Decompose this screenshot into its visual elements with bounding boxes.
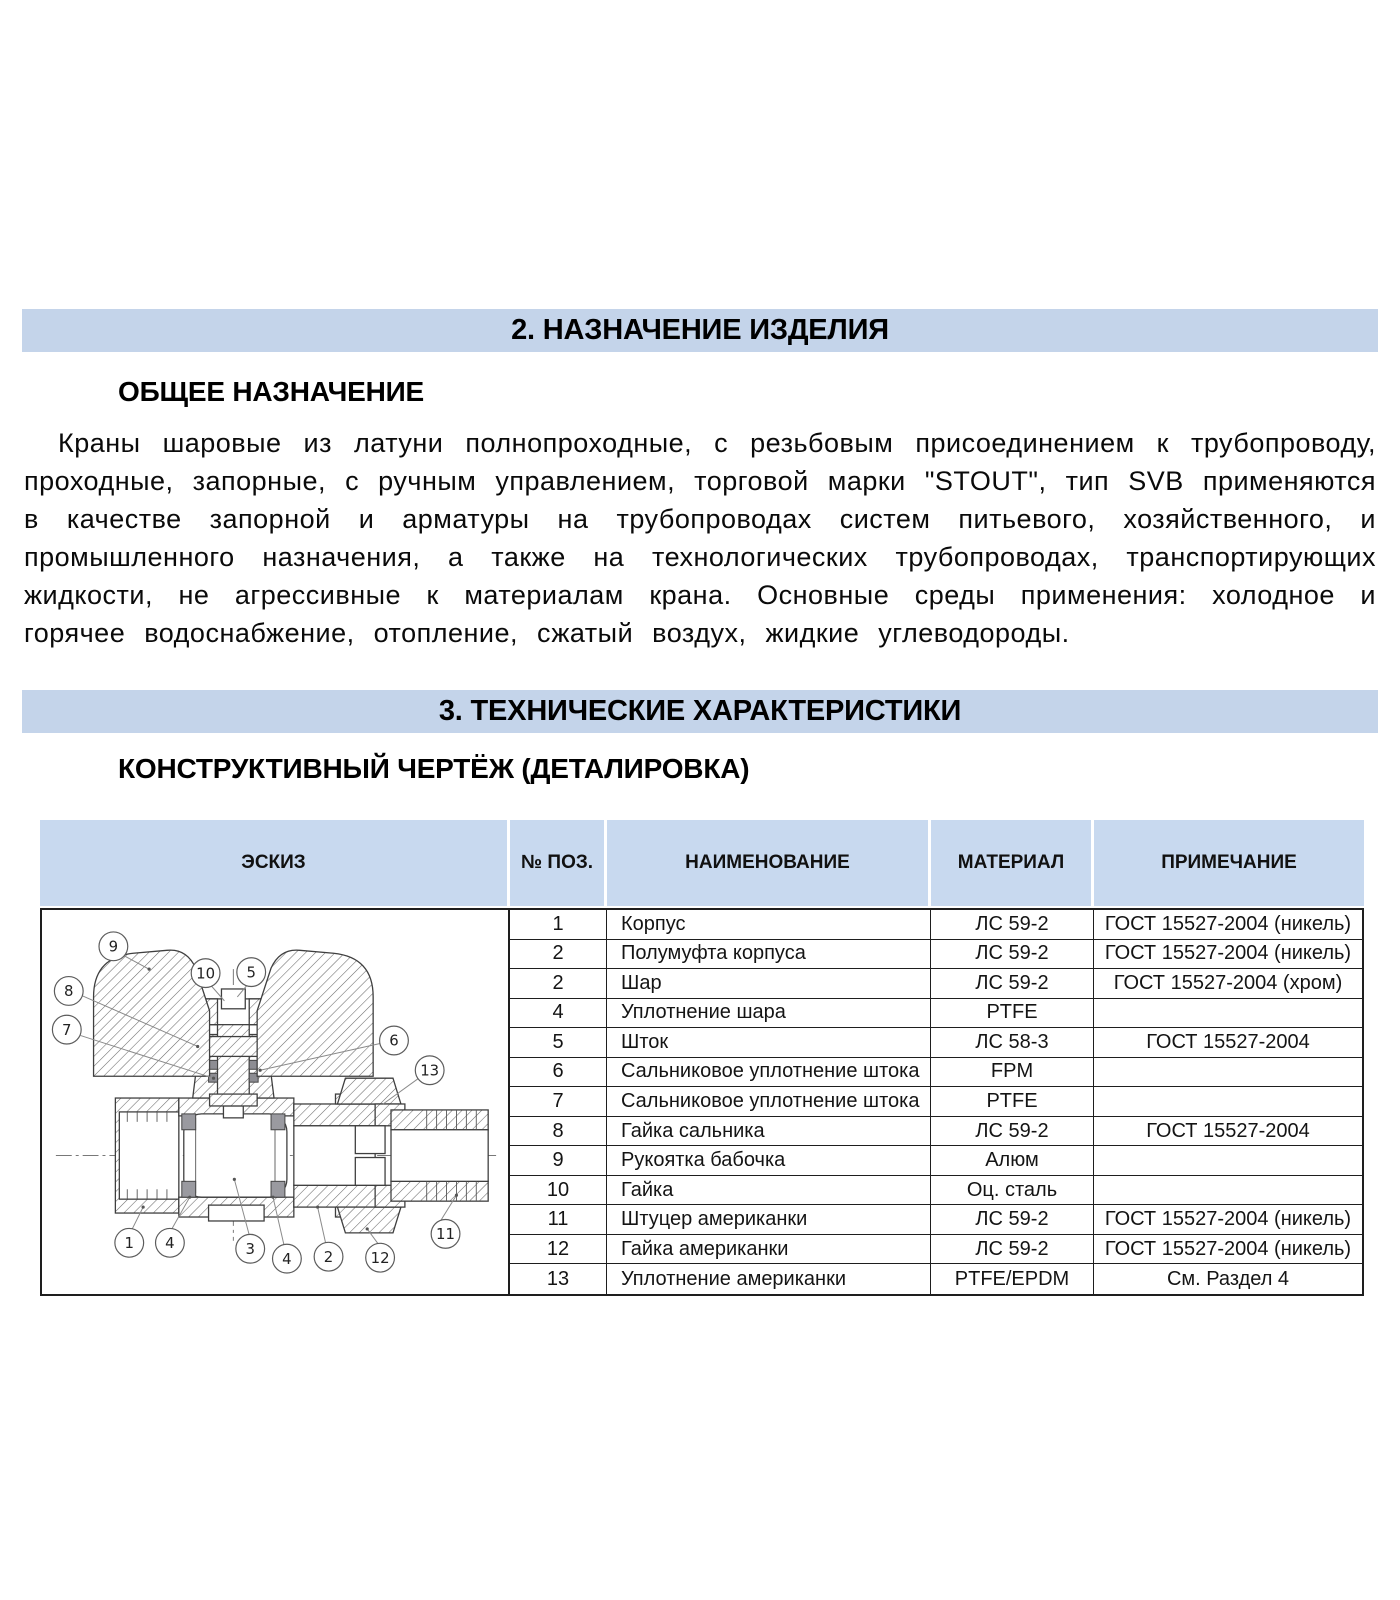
parts-table-body (40, 908, 1364, 1296)
row-name: Рукоятка бабочка (607, 1146, 931, 1175)
general-purpose-heading: ОБЩЕЕ НАЗНАЧЕНИЕ (118, 376, 425, 407)
ball-valve-section-drawing (42, 910, 508, 1294)
svg-text:8: 8 (64, 982, 74, 1001)
row-mat: ЛС 59-2 (931, 910, 1094, 939)
table-row (510, 1087, 1362, 1117)
callout-4b (273, 1244, 302, 1273)
svg-text:7: 7 (62, 1020, 72, 1039)
row-note: ГОСТ 15527-2004 (никель) (1094, 1205, 1362, 1234)
row-pos: 8 (510, 1117, 607, 1146)
row-note: ГОСТ 15527-2004 (никель) (1094, 940, 1362, 969)
row-pos: 12 (510, 1235, 607, 1264)
row-note (1094, 1176, 1362, 1205)
sketch-cell (42, 910, 510, 1294)
row-pos: 6 (510, 1058, 607, 1087)
table-row (510, 1264, 1362, 1294)
row-mat: ЛС 59-2 (931, 1205, 1094, 1234)
row-pos: 7 (510, 1087, 607, 1116)
row-mat: Алюм (931, 1146, 1094, 1175)
header-material: МАТЕРИАЛ (931, 820, 1094, 908)
svg-text:4: 4 (165, 1233, 175, 1252)
svg-text:4: 4 (282, 1249, 292, 1268)
row-mat: ЛС 59-2 (931, 969, 1094, 998)
callout-13 (415, 1056, 444, 1085)
callout-7 (52, 1015, 81, 1044)
row-pos: 9 (510, 1146, 607, 1175)
table-row (510, 940, 1362, 970)
row-name: Уплотнение шара (607, 999, 931, 1028)
row-note (1094, 1058, 1362, 1087)
header-position: № ПОЗ. (510, 820, 607, 908)
row-mat: Оц. сталь (931, 1176, 1094, 1205)
svg-text:11: 11 (436, 1225, 455, 1244)
svg-text:6: 6 (389, 1031, 399, 1050)
row-name: Гайка сальника (607, 1117, 931, 1146)
row-mat: ЛС 59-2 (931, 1117, 1094, 1146)
row-note: См. Раздел 4 (1094, 1264, 1362, 1294)
row-note: ГОСТ 15527-2004 (1094, 1117, 1362, 1146)
row-pos: 11 (510, 1205, 607, 1234)
row-name: Шток (607, 1028, 931, 1057)
section-2-band (22, 309, 1378, 352)
row-name: Сальниковое уплотнение штока (607, 1058, 931, 1087)
row-mat: ЛС 59-2 (931, 1235, 1094, 1264)
row-pos: 2 (510, 969, 607, 998)
parts-table (40, 820, 1364, 1296)
callout-9 (99, 932, 128, 961)
svg-text:1: 1 (124, 1233, 134, 1252)
section-3-title: 3. ТЕХНИЧЕСКИЕ ХАРАКТЕРИСТИКИ (438, 695, 962, 727)
row-pos: 1 (510, 910, 607, 939)
svg-text:12: 12 (370, 1248, 390, 1267)
table-row (510, 999, 1362, 1029)
row-pos: 10 (510, 1176, 607, 1205)
table-row (510, 1235, 1362, 1265)
row-mat: ЛС 58-3 (931, 1028, 1094, 1057)
table-row (510, 1028, 1362, 1058)
callout-4a (156, 1228, 185, 1257)
callout-8 (54, 977, 83, 1006)
row-mat: FPM (931, 1058, 1094, 1087)
table-row (510, 1176, 1362, 1206)
row-note: ГОСТ 15527-2004 (хром) (1094, 969, 1362, 998)
row-note (1094, 999, 1362, 1028)
callout-12 (366, 1243, 395, 1272)
row-note (1094, 1087, 1362, 1116)
svg-text:5: 5 (246, 963, 256, 982)
row-note (1094, 1146, 1362, 1175)
row-note: ГОСТ 15527-2004 (никель) (1094, 910, 1362, 939)
callout-5 (237, 958, 266, 987)
construction-drawing-heading: КОНСТРУКТИВНЫЙ ЧЕРТЁЖ (ДЕТАЛИРОВКА) (118, 753, 750, 784)
row-name: Уплотнение американки (607, 1264, 931, 1294)
callout-6 (380, 1026, 409, 1055)
callout-3 (236, 1234, 265, 1263)
table-row (510, 1058, 1362, 1088)
header-name: НАИМЕНОВАНИЕ (607, 820, 931, 908)
svg-text:3: 3 (245, 1239, 255, 1258)
callout-10 (191, 959, 220, 988)
row-name: Гайка (607, 1176, 931, 1205)
table-row (510, 1117, 1362, 1147)
header-sketch: ЭСКИЗ (40, 820, 510, 908)
row-pos: 2 (510, 940, 607, 969)
row-name: Гайка американки (607, 1235, 931, 1264)
callout-11 (431, 1219, 460, 1248)
header-note: ПРИМЕЧАНИЕ (1094, 820, 1364, 908)
svg-text:2: 2 (323, 1247, 334, 1266)
parts-rows (510, 910, 1362, 1294)
row-note: ГОСТ 15527-2004 (никель) (1094, 1235, 1362, 1264)
purpose-paragraph: Краны шаровые из латуни полнопроходные, с резьбовым присоединением к трубопроводу, проходные, запорные, с ручным управлением, торговой марки "STOUT", тип SVB применяются в качестве запорной и арматуры на трубопроводах систем питьевого, хозяйственного, и промышленного назначения, а также на технологических трубопроводах, транспортирующих жидкости, не агрессивные к материалам крана. Основные среды применения: холодное и горячее водоснабжение, отопление, сжатый воздух, жидкие углеводороды. (24, 428, 1376, 648)
table-row (510, 910, 1362, 940)
section-2-title: 2. НАЗНАЧЕНИЕ ИЗДЕЛИЯ (511, 314, 889, 346)
svg-text:13: 13 (420, 1061, 440, 1080)
row-mat: PTFE (931, 999, 1094, 1028)
row-pos: 5 (510, 1028, 607, 1057)
row-name: Корпус (607, 910, 931, 939)
parts-table-header (40, 820, 1364, 908)
callout-2 (314, 1242, 343, 1271)
row-mat: PTFE (931, 1087, 1094, 1116)
svg-text:10: 10 (196, 964, 216, 983)
table-row (510, 1205, 1362, 1235)
table-row (510, 969, 1362, 999)
row-mat: ЛС 59-2 (931, 940, 1094, 969)
row-pos: 13 (510, 1264, 607, 1294)
row-name: Полумуфта корпуса (607, 940, 931, 969)
table-row (510, 1146, 1362, 1176)
row-name: Сальниковое уплотнение штока (607, 1087, 931, 1116)
row-name: Штуцер американки (607, 1205, 931, 1234)
callout-1 (115, 1228, 144, 1257)
row-note: ГОСТ 15527-2004 (1094, 1028, 1362, 1057)
row-mat: PTFE/EPDM (931, 1264, 1094, 1294)
row-name: Шар (607, 969, 931, 998)
row-pos: 4 (510, 999, 607, 1028)
section-3-band (22, 690, 1378, 733)
svg-text:9: 9 (108, 937, 119, 956)
